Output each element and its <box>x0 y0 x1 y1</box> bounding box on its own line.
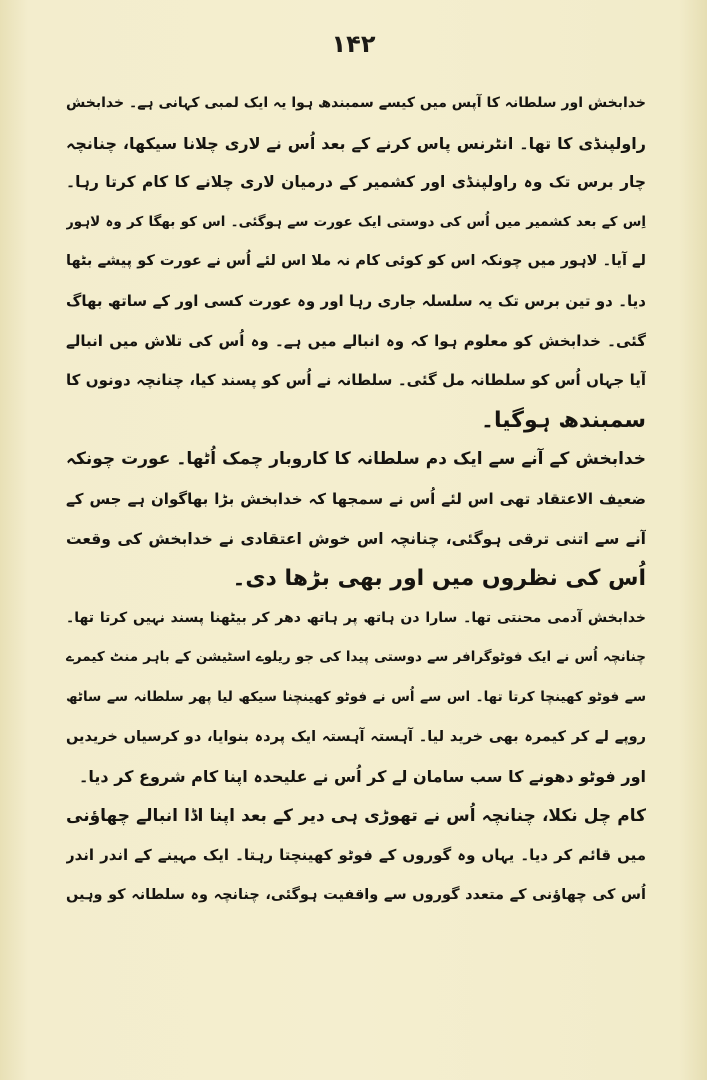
text-line: آنے سے اتنی ترقی ہوگئی، چنانچہ اس خوش اعتقادی نے خدابخش کی وقعت <box>66 529 646 548</box>
text-line: چنانچہ اُس نے ایک فوٹوگرافر سے دوستی پیدا کی جو ریلوے اسٹیشن کے باہر منٹ کیمرے <box>66 649 646 666</box>
text-line: ضعیف الاعتقاد تھی اس لئے اُس نے سمجھا کہ خدابخش بڑا بھاگوان ہے جس کے <box>66 489 646 508</box>
text-line: لے آیا۔ لاہور میں چونکہ اس کو کوئی کام نہ ملا اس لئے اُس نے عورت کو پیشے بٹھا <box>66 253 646 270</box>
text-line: گئی۔ خدابخش کو معلوم ہوا کہ وہ انبالے میں ہے۔ وہ اُس کی تلاش میں انبالے <box>66 331 646 350</box>
text-line: اِس کے بعد کشمیر میں اُس کی دوستی ایک عورت سے ہوگئی۔ اس کو بھگا کر وہ لاہور <box>66 213 646 230</box>
text-line: دیا۔ دو تین برس تک یہ سلسلہ جاری رہا اور وہ عورت کسی اور کے ساتھ بھاگ <box>66 291 646 310</box>
text-line: خدابخش اور سلطانہ کا آپس میں کیسے سمبندھ ہوا یہ ایک لمبی کہانی ہے۔ خدابخش <box>66 95 646 111</box>
text-line: اُس کی نظروں میں اور بھی بڑھا دی۔ <box>232 566 646 592</box>
text-line: آیا جہاں اُس کو سلطانہ مل گئی۔ سلطانہ نے اُس کو پسند کیا، چنانچہ دونوں کا <box>66 371 646 390</box>
text-line: خدابخش آدمی محنتی تھا۔ سارا دن ہاتھ پر ہاتھ دھر کر بیٹھنا پسند نہیں کرتا تھا۔ <box>66 609 646 626</box>
page-body-text <box>66 84 646 915</box>
page-number: ۱۴۲ <box>331 30 376 58</box>
text-line: میں قائم کر دیا۔ یہاں وہ گوروں کے فوٹو کھینچتا رہتا۔ ایک مہینے کے اندر اندر <box>66 846 646 865</box>
text-line: اُس کی چھاؤنی کے متعدد گوروں سے واقفیت ہوگئی، چنانچہ وہ سلطانہ کو وہیں <box>66 886 646 903</box>
text-line: خدابخش کے آنے سے ایک دم سلطانہ کا کاروبار چمک اُٹھا۔ عورت چونکہ <box>66 449 646 470</box>
text-line: کام چل نکلا، چنانچہ اُس نے تھوڑی ہی دیر کے بعد اپنا اڈا انبالے چھاؤنی <box>66 805 646 826</box>
text-line: سمبندھ ہوگیا۔ <box>481 407 646 433</box>
text-line: روپے لے کر کیمرہ بھی خرید لیا۔ آہستہ آہستہ ایک پردہ بنوایا، دو کرسیاں خریدیں <box>66 728 646 745</box>
text-line: چار برس تک وہ راولپنڈی اور کشمیر کے درمیان لاری چلانے کا کام کرتا رہا۔ <box>66 173 646 192</box>
text-line: سے فوٹو کھینچا کرتا تھا۔ اس سے اُس نے فوٹو کھینچنا سیکھ لیا پھر سلطانہ سے ساٹھ <box>66 688 646 705</box>
text-line: راولپنڈی کا تھا۔ انٹرنس پاس کرنے کے بعد اُس نے لاری چلانا سیکھا، چنانچہ <box>66 133 646 153</box>
text-line: اور فوٹو دھونے کا سب سامان لے کر اُس نے علیحدہ اپنا کام شروع کر دیا۔ <box>79 767 646 787</box>
